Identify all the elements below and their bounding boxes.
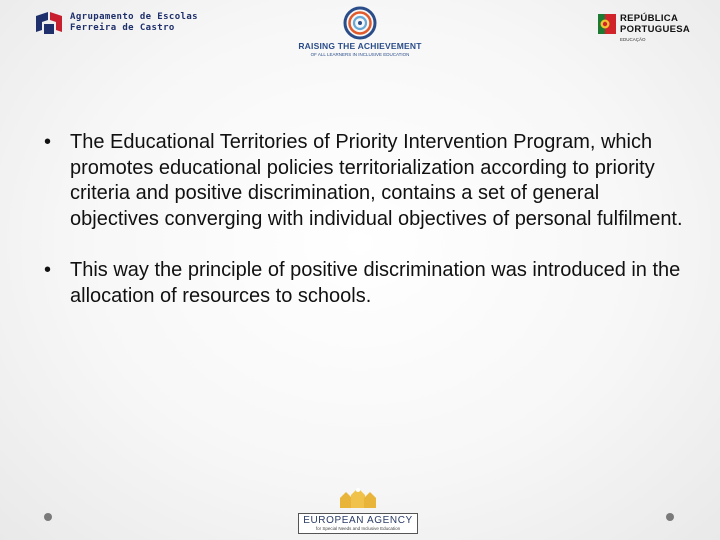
republica-subtitle: EDUCAÇÃO xyxy=(620,37,646,42)
school-group-logo xyxy=(34,8,199,38)
bullet-item xyxy=(44,258,684,309)
bullet-text: This way the principle of positive discrimination was introduced in the allocation of resources to schools. xyxy=(70,259,681,307)
agency-name: EUROPEAN AGENCY xyxy=(303,515,413,526)
republica-portuguesa-logo xyxy=(596,12,696,44)
raising-achievement-logo xyxy=(296,6,424,62)
republica-line1: REPÚBLICA xyxy=(620,13,679,24)
raising-achievement-circle-icon xyxy=(343,6,377,40)
european-agency-houses-icon xyxy=(336,486,380,508)
bullet-marker: • xyxy=(44,259,52,281)
agency-subtitle: for Special Needs and Inclusive Education xyxy=(315,526,401,531)
portugal-flag-icon xyxy=(598,14,616,34)
bullet-text: The Educational Territories of Priority Intervention Program, which promotes educational policies territorialization according to priority criteria and positive discrimination, contains a set of general objectives converging with individual objectives of personal fulfilment. xyxy=(70,131,683,230)
school-group-name-line2: Ferreira de Castro xyxy=(70,23,175,33)
bullet-item xyxy=(44,130,684,232)
corner-dot-left xyxy=(44,513,52,521)
republica-line2: PORTUGUESA xyxy=(620,24,691,35)
school-group-name-line1: Agrupamento de Escolas xyxy=(70,12,199,22)
corner-dot-right xyxy=(666,513,674,521)
bullet-marker: • xyxy=(44,131,52,153)
european-agency-logo xyxy=(298,486,418,536)
raising-achievement-title: RAISING THE ACHIEVEMENT xyxy=(298,41,422,51)
school-group-logo-icon xyxy=(34,10,64,36)
slide-content xyxy=(44,130,684,309)
raising-achievement-subtitle: OF ALL LEARNERS IN INCLUSIVE EDUCATION xyxy=(310,52,410,57)
